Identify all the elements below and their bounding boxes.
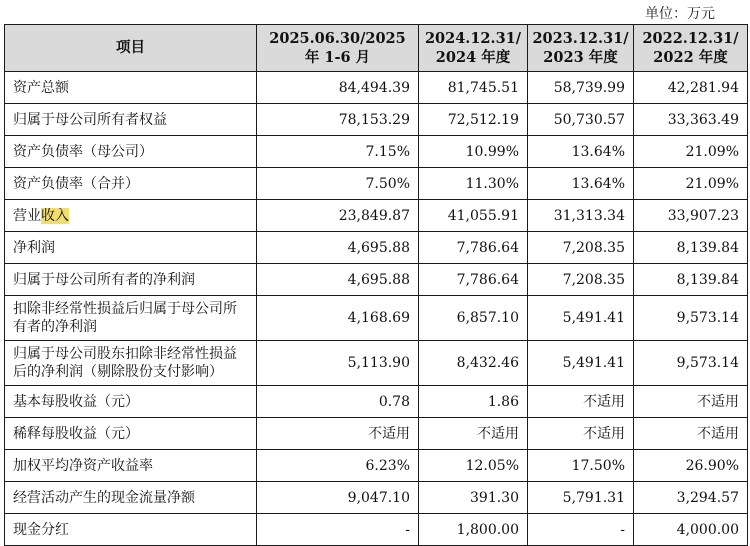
cell-value: 4,695.88	[257, 232, 419, 264]
cell-value: 7,786.64	[419, 232, 528, 264]
cell-value: 4,000.00	[634, 514, 748, 546]
cell-value: 3,294.57	[634, 482, 748, 514]
cell-value: 33,363.49	[634, 104, 748, 136]
cell-value: 72,512.19	[419, 104, 528, 136]
cell-value: 8,139.84	[634, 264, 748, 296]
cell-value: 33,907.23	[634, 200, 748, 232]
header-item: 项目	[5, 25, 257, 72]
cell-value: 5,491.41	[528, 341, 634, 386]
cell-value: -	[528, 514, 634, 546]
cell-value: 4,695.88	[257, 264, 419, 296]
cell-value: 8,139.84	[634, 232, 748, 264]
cell-value: 26.90%	[634, 450, 748, 482]
row-label: 资产负债率（合并）	[5, 168, 257, 200]
cell-value: 9,573.14	[634, 341, 748, 386]
cell-value: 10.99%	[419, 136, 528, 168]
table-row	[5, 296, 748, 341]
cell-value: 不适用	[634, 386, 748, 418]
unit-label: 单位：万元	[645, 6, 715, 22]
row-label: 资产负债率（母公司）	[5, 136, 257, 168]
cell-value: 31,313.34	[528, 200, 634, 232]
cell-value: 8,432.46	[419, 341, 528, 386]
cell-value: 78,153.29	[257, 104, 419, 136]
table-row	[5, 341, 748, 386]
table-row	[5, 104, 748, 136]
cell-value: 9,573.14	[634, 296, 748, 341]
row-label-plain: 营业	[13, 207, 41, 224]
row-label: 经营活动产生的现金流量净额	[5, 482, 257, 514]
cell-value: 7,208.35	[528, 264, 634, 296]
header-2024: 2024.12.31/ 2024 年度	[419, 25, 528, 72]
cell-value: 7.50%	[257, 168, 419, 200]
row-label-highlight: 收入	[41, 207, 69, 224]
table-row	[5, 514, 748, 546]
table-row	[5, 264, 748, 296]
table-row	[5, 482, 748, 514]
header-row	[5, 25, 748, 72]
header-2025h1: 2025.06.30/2025 年 1-6 月	[257, 25, 419, 72]
header-2023: 2023.12.31/ 2023 年度	[528, 25, 634, 72]
row-label: 归属于母公司所有者的净利润	[5, 264, 257, 296]
table-row	[5, 418, 748, 450]
cell-value: 不适用	[528, 418, 634, 450]
cell-value: 13.64%	[528, 136, 634, 168]
row-label: 净利润	[5, 232, 257, 264]
cell-value: 391.30	[419, 482, 528, 514]
row-label: 现金分红	[5, 514, 257, 546]
row-label	[5, 200, 257, 232]
cell-value: 7,208.35	[528, 232, 634, 264]
cell-value: 81,745.51	[419, 72, 528, 104]
row-label: 扣除非经常性损益后归属于母公司所有者的净利润	[5, 296, 257, 341]
cell-value: 9,047.10	[257, 482, 419, 514]
cell-value: 42,281.94	[634, 72, 748, 104]
financial-table	[4, 24, 748, 546]
cell-value: 21.09%	[634, 168, 748, 200]
cell-value: 11.30%	[419, 168, 528, 200]
cell-value: 21.09%	[634, 136, 748, 168]
table-row	[5, 72, 748, 104]
cell-value: 41,055.91	[419, 200, 528, 232]
row-label: 基本每股收益（元）	[5, 386, 257, 418]
cell-value: 5,491.41	[528, 296, 634, 341]
cell-value: 4,168.69	[257, 296, 419, 341]
table-row	[5, 232, 748, 264]
table-row	[5, 200, 748, 232]
cell-value: 1,800.00	[419, 514, 528, 546]
cell-value: 12.05%	[419, 450, 528, 482]
cell-value: 58,739.99	[528, 72, 634, 104]
cell-value: -	[257, 514, 419, 546]
cell-value: 5,791.31	[528, 482, 634, 514]
cell-value: 不适用	[528, 386, 634, 418]
cell-value: 17.50%	[528, 450, 634, 482]
cell-value: 50,730.57	[528, 104, 634, 136]
table-row	[5, 136, 748, 168]
cell-value: 84,494.39	[257, 72, 419, 104]
cell-value: 不适用	[257, 418, 419, 450]
table-row	[5, 168, 748, 200]
cell-value: 6.23%	[257, 450, 419, 482]
row-label: 稀释每股收益（元）	[5, 418, 257, 450]
cell-value: 1.86	[419, 386, 528, 418]
row-label: 加权平均净资产收益率	[5, 450, 257, 482]
cell-value: 0.78	[257, 386, 419, 418]
cell-value: 不适用	[419, 418, 528, 450]
cell-value: 7,786.64	[419, 264, 528, 296]
table-row	[5, 450, 748, 482]
row-label: 资产总额	[5, 72, 257, 104]
cell-value: 不适用	[634, 418, 748, 450]
cell-value: 13.64%	[528, 168, 634, 200]
header-2022: 2022.12.31/ 2022 年度	[634, 25, 748, 72]
cell-value: 23,849.87	[257, 200, 419, 232]
cell-value: 7.15%	[257, 136, 419, 168]
row-label: 归属于母公司所有者权益	[5, 104, 257, 136]
cell-value: 6,857.10	[419, 296, 528, 341]
table-row	[5, 386, 748, 418]
cell-value: 5,113.90	[257, 341, 419, 386]
row-label: 归属于母公司股东扣除非经常性损益后的净利润（剔除股份支付影响）	[5, 341, 257, 386]
